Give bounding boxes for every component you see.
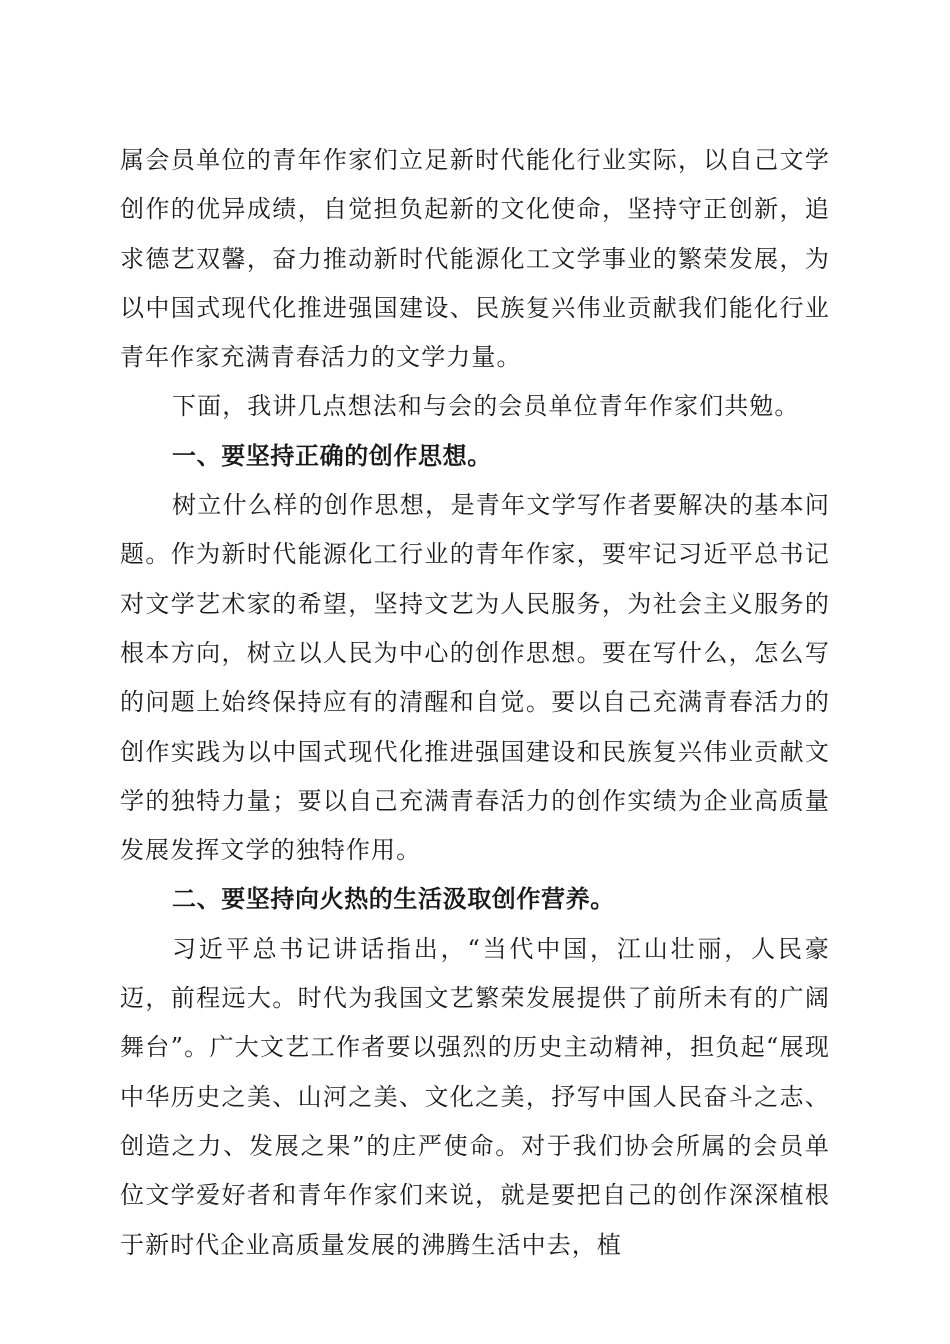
paragraph-continuation: 属会员单位的青年作家们立足新时代能化行业实际，以自己文学创作的优异成绩，自觉担负起新的文化使命，坚持守正创新，追求德艺双馨，奋力推动新时代能源化工文学事业的繁荣发展，为以中国式现代化推进强国建设、民族复兴伟业贡献我们能化行业青年作家充满青春活力的文学力量。 bbox=[120, 146, 830, 372]
paragraph-creative-thought: 树立什么样的创作思想，是青年文学写作者要解决的基本问题。作为新时代能源化工行业的青年作家，要牢记习近平总书记对文学艺术家的希望，坚持文艺为人民服务，为社会主义服务的根本方向，树立以人民为中心的创作思想。要在写什么，怎么写的问题上始终保持应有的清醒和自觉。要以自己充满青春活力的创作实践为以中国式现代化推进强国建设和民族复兴伟业贡献文学的独特力量；要以自己充满青春活力的创作实绩为企业高质量发展发挥文学的独特作用。 bbox=[120, 491, 830, 865]
section-heading-1: 一、要坚持正确的创作思想。 bbox=[172, 441, 492, 470]
document-body bbox=[120, 136, 830, 1270]
paragraph-life-nourishment: 习近平总书记讲话指出，“当代中国，江山壮丽，人民豪迈，前程远大。时代为我国文艺繁荣发展提供了前所未有的广阔舞台”。广大文艺工作者要以强烈的历史主动精神，担负起“展现中华历史之美、山河之美、文化之美，抒写中国人民奋斗之志、创造之力、发展之果”的庄严使命。对于我们协会所属的会员单位文学爱好者和青年作家们来说，就是要把自己的创作深深植根于新时代企业高质量发展的沸腾生活中去，植 bbox=[120, 934, 830, 1259]
paragraph-intro: 下面，我讲几点想法和与会的会员单位青年作家们共勉。 bbox=[172, 392, 800, 421]
section-heading-2: 二、要坚持向火热的生活汲取创作营养。 bbox=[172, 885, 615, 914]
